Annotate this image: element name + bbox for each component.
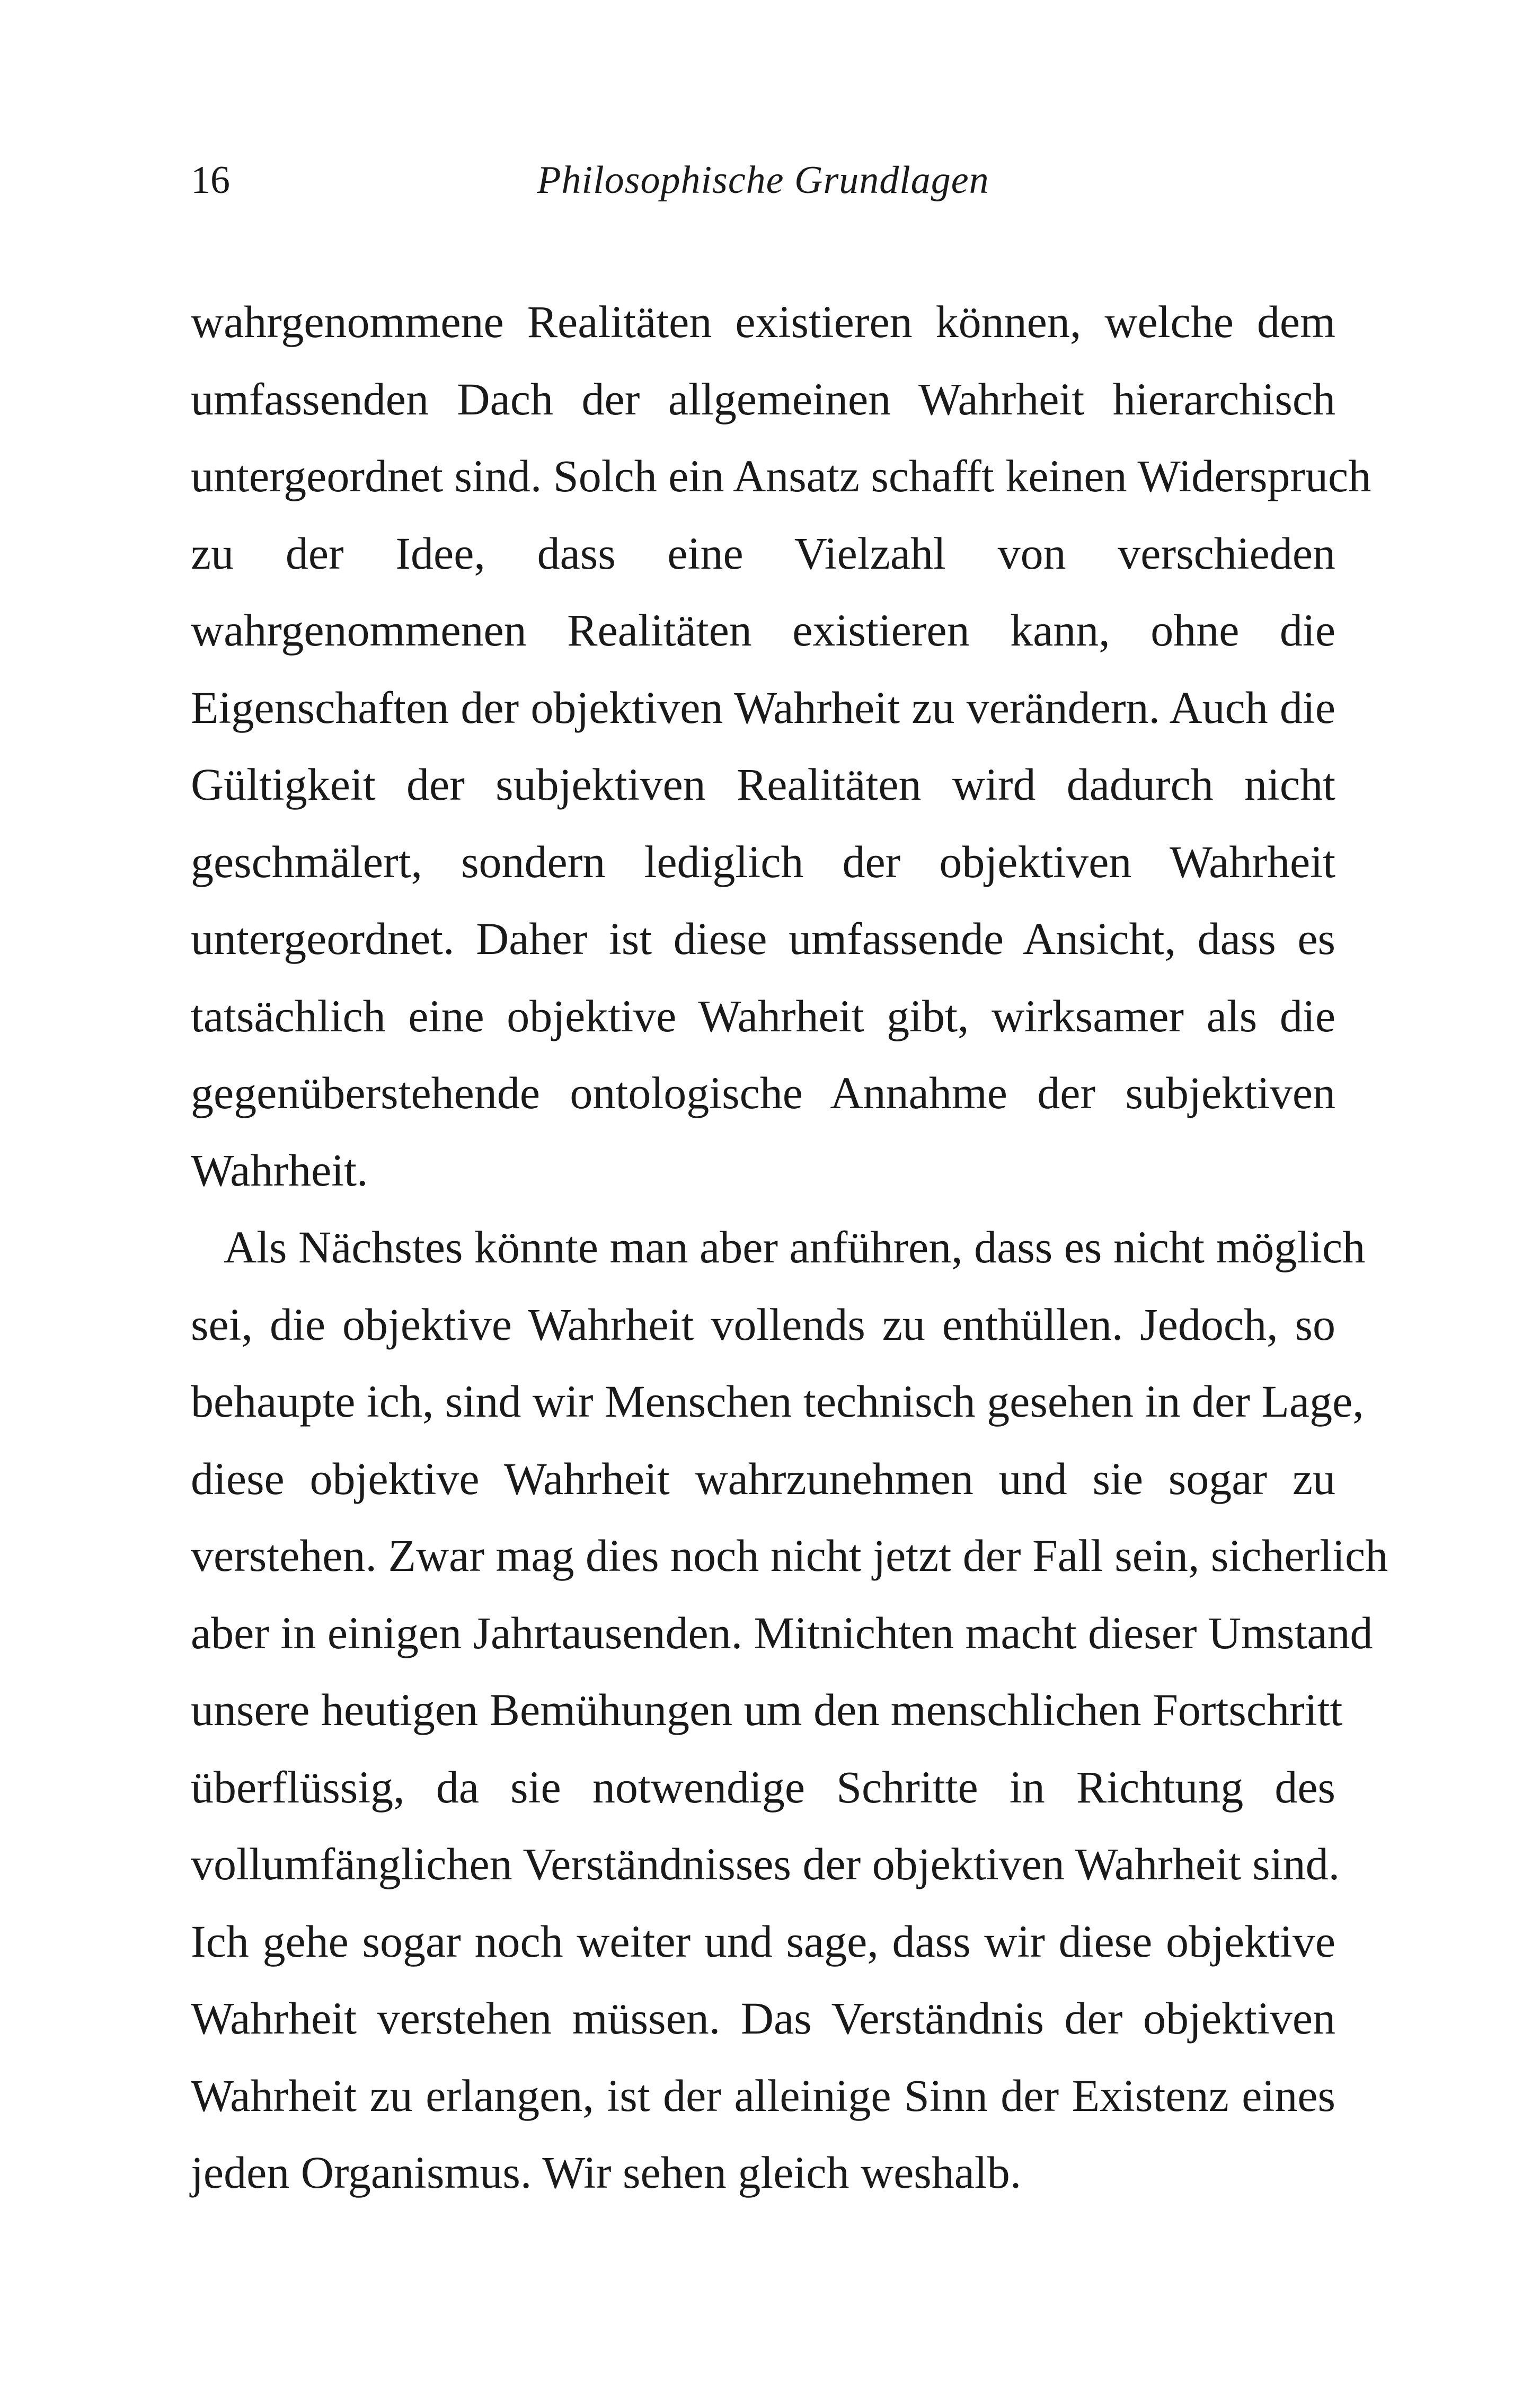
running-head <box>191 154 1335 207</box>
text-line: zu der Idee, dass eine Vielzahl von verschieden <box>191 527 1335 579</box>
text-line: untergeordnet. Daher ist diese umfassende Ansicht, dass es <box>191 913 1335 964</box>
text-line: vollumfänglichen Verständnisses der objektiven Wahrheit sind. <box>191 1839 1340 1889</box>
text-line: Gültigkeit der subjektiven Realitäten wird dadurch nicht <box>191 759 1335 810</box>
text-line: Als Nächstes könnte man aber anführen, dass es nicht möglich <box>224 1222 1366 1272</box>
text-line: wahrgenommenen Realitäten existieren kann, ohne die <box>191 605 1335 656</box>
text-line: Eigenschaften der objektiven Wahrheit zu verändern. Auch die <box>191 682 1335 733</box>
text-line: überflüssig, da sie notwendige Schritte in Richtung des <box>191 1761 1335 1813</box>
text-line: wahrgenommene Realitäten existieren können, welche dem <box>191 296 1335 347</box>
body-text <box>191 284 1388 2212</box>
text-line: tatsächlich eine objektive Wahrheit gibt, wirksamer als die <box>191 990 1335 1041</box>
text-line: unsere heutigen Bemühungen um den menschlichen Fortschritt <box>191 1684 1343 1735</box>
text-line: verstehen. Zwar mag dies noch nicht jetzt der Fall sein, sicherlich <box>191 1530 1388 1581</box>
text-line: behaupte ich, sind wir Menschen technisch gesehen in der Lage, <box>191 1376 1364 1427</box>
text-line: diese objektive Wahrheit wahrzunehmen und sie sogar zu <box>191 1453 1335 1504</box>
text-line: untergeordnet sind. Solch ein Ansatz schafft keinen Widerspruch <box>191 450 1371 501</box>
text-line: geschmälert, sondern lediglich der objektiven Wahrheit <box>191 836 1335 887</box>
text-line: Wahrheit. <box>191 1144 368 1196</box>
text-line: gegenüberstehende ontologische Annahme der subjektiven <box>191 1067 1335 1118</box>
page-number: 16 <box>191 158 230 202</box>
text-line: jeden Organismus. Wir sehen gleich weshalb. <box>191 2147 1022 2198</box>
text-line: Wahrheit zu erlangen, ist der alleinige Sinn der Existenz eines <box>191 2070 1335 2121</box>
text-line: Ich gehe sogar noch weiter und sage, dass wir diese objektive <box>191 1915 1335 1967</box>
running-title: Philosophische Grundlagen <box>537 158 989 202</box>
text-line: Wahrheit verstehen müssen. Das Verständnis der objektiven <box>191 1993 1335 2044</box>
text-line: umfassenden Dach der allgemeinen Wahrheit hierarchisch <box>191 373 1335 425</box>
text-line: sei, die objektive Wahrheit vollends zu enthüllen. Jedoch, so <box>191 1298 1335 1350</box>
text-line: aber in einigen Jahrtausenden. Mitnichten macht dieser Umstand <box>191 1607 1373 1658</box>
